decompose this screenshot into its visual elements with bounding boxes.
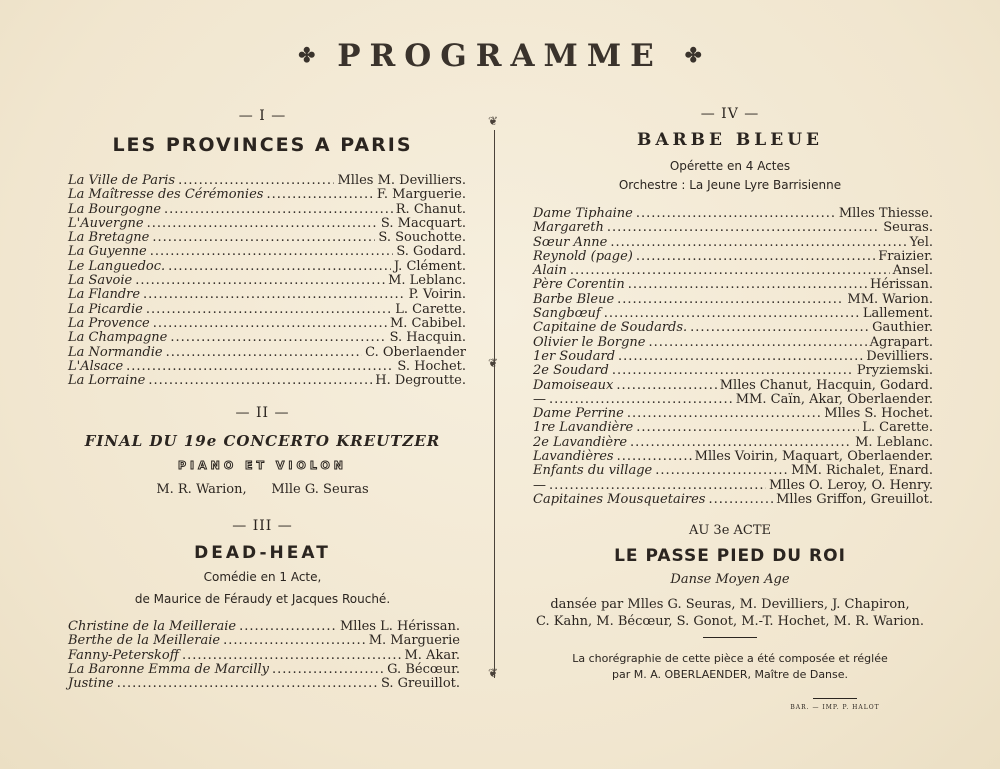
role-name: Barbe Bleue: [533, 291, 615, 307]
leader-dots: [153, 317, 387, 331]
part-number: — II —: [235, 405, 290, 421]
leader-dots: [616, 379, 716, 393]
actor-name: Ansel.: [892, 263, 933, 279]
role-name: Sœur Anne: [533, 234, 608, 250]
fleuron-icon: ❦: [488, 356, 499, 370]
programme-title: [0, 38, 1000, 74]
cast-row: [68, 677, 460, 691]
performers: M. R. Warion, Mlle G. Seuras: [156, 482, 369, 497]
part-heading: BARBE BLEUE: [637, 130, 823, 150]
role-name: La Savoie: [68, 273, 133, 289]
leader-dots: [549, 393, 733, 407]
actor-name: L. Carette.: [862, 420, 933, 436]
cast-row: [68, 374, 466, 388]
cast-row: [68, 634, 460, 648]
actor-name: Yel.: [909, 234, 933, 250]
cast-row: [533, 364, 933, 378]
actor-name: S. Greuillot.: [380, 676, 460, 692]
cast-row: [533, 207, 933, 221]
actor-name: M. Leblanc.: [855, 434, 933, 450]
divider-line: [494, 130, 495, 678]
leader-dots: [143, 288, 406, 302]
actor-name: C. Oberlaender: [365, 344, 466, 360]
cast-row: [68, 188, 466, 202]
title-text: PROGRAMME: [337, 38, 663, 74]
fleuron-icon: ❦: [488, 114, 499, 128]
part-number: — III —: [232, 518, 293, 534]
cast-row: [533, 236, 933, 250]
leader-dots: [168, 260, 391, 274]
role-name: Dame Tiphaine: [533, 206, 633, 221]
cast-list: [68, 174, 466, 388]
actor-name: Mlles Griffon, Greuillot.: [776, 491, 933, 507]
leader-dots: [126, 360, 394, 374]
leader-dots: [604, 307, 860, 321]
role-name: L'Auvergne: [68, 215, 144, 231]
cast-row: [533, 379, 933, 393]
actor-name: Mlles Chanut, Hacquin, Godard.: [719, 377, 933, 393]
leader-dots: [636, 250, 875, 264]
actor-name: S. Souchotte.: [378, 230, 466, 246]
actor-name: MM. Caïn, Akar, Oberlaender.: [735, 391, 933, 407]
actor-name: P. Voirin.: [408, 287, 466, 303]
role-name: Justine: [68, 676, 114, 692]
leader-dots: [117, 677, 378, 691]
role-name: Capitaines Mousquetaires: [533, 491, 706, 507]
cast-row: [68, 620, 460, 634]
part-subtitle: de Maurice de Féraudy et Jacques Rouché.: [134, 592, 391, 606]
actor-name: S. Godard.: [396, 244, 466, 260]
actor-name: M. Marguerie: [368, 633, 460, 649]
cast-row: [68, 231, 466, 245]
role-name: Margareth: [533, 220, 604, 236]
role-name: 1er Soudard: [533, 348, 616, 364]
actor-name: Mlles M. Devilliers.: [337, 173, 466, 188]
act-label: AU 3e ACTE: [688, 523, 772, 538]
part-subtitle: Opérette en 4 Actes: [669, 159, 791, 173]
cast-row: [68, 260, 466, 274]
part-heading: DEAD-HEAT: [194, 543, 331, 563]
actor-name: Mlles L. Hérissan.: [339, 619, 460, 634]
actor-name: S. Hochet.: [397, 358, 466, 374]
role-name: Reynold (page): [533, 248, 633, 264]
separator-rule: [813, 698, 857, 699]
cast-row: [533, 436, 933, 450]
leader-dots: [628, 278, 867, 292]
role-name: La Flandre: [68, 287, 141, 303]
cast-row: [68, 303, 466, 317]
leader-dots: [164, 203, 393, 217]
cast-row: [533, 393, 933, 407]
role-name: Enfants du village: [533, 463, 653, 479]
leader-dots: [627, 407, 821, 421]
role-name: Alain: [533, 263, 567, 279]
part-subtitle: Comédie en 1 Acte,: [203, 570, 322, 584]
role-name: —: [533, 391, 546, 407]
actor-name: Mlles Thiesse.: [838, 206, 933, 221]
actor-name: MM. Warion.: [847, 291, 933, 307]
leader-dots: [182, 649, 402, 663]
separator-rule: [703, 637, 757, 638]
cast-row: [533, 293, 933, 307]
dancers-line: C. Kahn, M. Bécœur, S. Gonot, M.-T. Hochet, M. R. Warion.: [536, 614, 924, 629]
leader-dots: [630, 436, 852, 450]
cast-row: [533, 421, 933, 435]
part-subheading: PIANO ET VIOLON: [177, 459, 348, 472]
cast-row: [68, 217, 466, 231]
printer-credit: BAR. — IMP. P. HALOT: [790, 704, 880, 711]
leaf-ornament-icon: ✤: [298, 43, 316, 67]
actor-name: L. Carette.: [395, 301, 466, 317]
leader-dots: [148, 374, 372, 388]
cast-row: [68, 331, 466, 345]
part-heading: LES PROVINCES A PARIS: [112, 134, 413, 156]
leader-dots: [146, 303, 392, 317]
role-name: La Guyenne: [68, 244, 147, 260]
cast-row: [533, 350, 933, 364]
leader-dots: [708, 493, 773, 507]
role-name: La Champagne: [68, 330, 168, 346]
cast-row: [533, 307, 933, 321]
actor-name: Gauthier.: [872, 320, 933, 336]
leader-dots: [178, 174, 334, 188]
role-name: —: [533, 477, 546, 493]
role-name: Damoiseaux: [533, 377, 614, 393]
actor-name: Agrapart.: [869, 334, 933, 350]
role-name: Père Corentin: [533, 277, 625, 293]
role-name: 2e Lavandière: [533, 434, 628, 450]
role-name: L'Alsace: [68, 358, 124, 374]
actor-name: M. Cabibel.: [389, 315, 466, 331]
actor-name: H. Degroutte.: [375, 373, 466, 389]
cast-row: [68, 245, 466, 259]
part-number: — I —: [238, 108, 287, 124]
actor-name: Lallement.: [862, 306, 933, 322]
role-name: Lavandières: [533, 449, 614, 465]
actor-name: M. Leblanc.: [388, 273, 466, 289]
actor-name: Mlles Voirin, Maquart, Oberlaender.: [694, 449, 933, 465]
cast-row: [68, 317, 466, 331]
role-name: La Baronne Emma de Marcilly: [68, 661, 269, 677]
role-name: La Provence: [68, 315, 150, 331]
role-name: La Bretagne: [68, 230, 150, 246]
cast-row: [68, 203, 466, 217]
role-name: Le Languedoc.: [68, 258, 166, 274]
cast-row: [533, 336, 933, 350]
part-subtitle: Orchestre : La Jeune Lyre Barrisienne: [618, 178, 842, 192]
role-name: La Lorraine: [68, 373, 146, 389]
role-name: La Normandie: [68, 344, 163, 360]
leader-dots: [648, 336, 866, 350]
leader-dots: [607, 221, 880, 235]
cast-row: [533, 479, 933, 493]
actor-name: R. Chanut.: [395, 201, 466, 217]
cast-row: [68, 649, 460, 663]
choreography-note: par M. A. OBERLAENDER, Maître de Danse.: [611, 668, 849, 681]
actor-name: F. Marguerie.: [376, 187, 466, 203]
role-name: Christine de la Meilleraie: [68, 619, 237, 634]
actor-name: Fraizier.: [878, 248, 933, 264]
actor-name: Seuras.: [883, 220, 933, 236]
cast-row: [533, 464, 933, 478]
leader-dots: [147, 217, 378, 231]
actor-name: M. Akar.: [404, 647, 460, 663]
leader-dots: [152, 231, 375, 245]
cast-row: [533, 407, 933, 421]
leader-dots: [135, 274, 385, 288]
leader-dots: [655, 464, 788, 478]
choreography-note: La chorégraphie de cette pièce a été composée et réglée: [572, 652, 888, 665]
role-name: La Picardie: [68, 301, 143, 317]
dancers-line: dansée par Mlles G. Seuras, M. Devilliers, J. Chapiron,: [550, 597, 910, 612]
leader-dots: [636, 207, 836, 221]
actor-name: Devilliers.: [866, 348, 933, 364]
cast-row: [68, 663, 460, 677]
actor-name: J. Clément.: [393, 258, 466, 274]
role-name: La Bourgogne: [68, 201, 162, 217]
actor-name: Hérissan.: [869, 277, 933, 293]
column-divider: [488, 114, 499, 680]
fleuron-icon: ❦: [488, 666, 499, 680]
actor-name: G. Bécœur.: [387, 661, 460, 677]
leader-dots: [617, 293, 844, 307]
role-name: Sangbœuf: [533, 306, 601, 322]
dance-subtitle: Danse Moyen Age: [670, 572, 790, 587]
cast-row: [533, 264, 933, 278]
part-number: — IV —: [700, 106, 760, 122]
actor-name: MM. Richalet, Enard.: [791, 463, 933, 479]
leader-dots: [266, 188, 373, 202]
cast-row: [533, 321, 933, 335]
cast-row: [68, 274, 466, 288]
role-name: Olivier le Borgne: [533, 334, 646, 350]
cast-row: [68, 174, 466, 188]
actor-name: S. Hacquin.: [389, 330, 466, 346]
part-heading: FINAL DU 19e CONCERTO KREUTZER: [84, 432, 441, 450]
leader-dots: [612, 364, 854, 378]
role-name: Dame Perrine: [533, 406, 624, 422]
role-name: La Maîtresse des Cérémonies: [68, 187, 264, 203]
leader-dots: [636, 421, 859, 435]
actor-name: Pryziemski.: [856, 363, 933, 379]
leader-dots: [617, 450, 692, 464]
cast-list: [68, 620, 460, 691]
cast-row: [68, 346, 466, 360]
actor-name: Mlles S. Hochet.: [824, 406, 933, 422]
leader-dots: [618, 350, 863, 364]
leader-dots: [239, 620, 337, 634]
actor-name: S. Macquart.: [380, 215, 466, 231]
cast-row: [533, 450, 933, 464]
leader-dots: [549, 479, 766, 493]
actor-name: Mlles O. Leroy, O. Henry.: [768, 477, 933, 493]
role-name: Berthe de la Meilleraie: [68, 633, 221, 649]
role-name: La Ville de Paris: [68, 173, 176, 188]
role-name: Fanny-Peterskoff: [68, 647, 179, 663]
role-name: 2e Soudard: [533, 363, 609, 379]
leader-dots: [272, 663, 384, 677]
cast-row: [533, 250, 933, 264]
leader-dots: [166, 346, 363, 360]
cast-row: [533, 493, 933, 507]
leader-dots: [610, 236, 906, 250]
cast-row: [533, 278, 933, 292]
leaf-ornament-icon: ✤: [684, 43, 702, 67]
role-name: 1re Lavandière: [533, 420, 634, 436]
leader-dots: [690, 321, 869, 335]
cast-row: [68, 360, 466, 374]
leader-dots: [223, 634, 366, 648]
cast-row: [533, 221, 933, 235]
leader-dots: [150, 245, 394, 259]
cast-list: [533, 207, 933, 507]
leader-dots: [170, 331, 386, 345]
dance-heading: LE PASSE PIED DU ROI: [614, 546, 846, 566]
role-name: Capitaine de Soudards.: [533, 320, 688, 336]
leader-dots: [570, 264, 890, 278]
cast-row: [68, 288, 466, 302]
